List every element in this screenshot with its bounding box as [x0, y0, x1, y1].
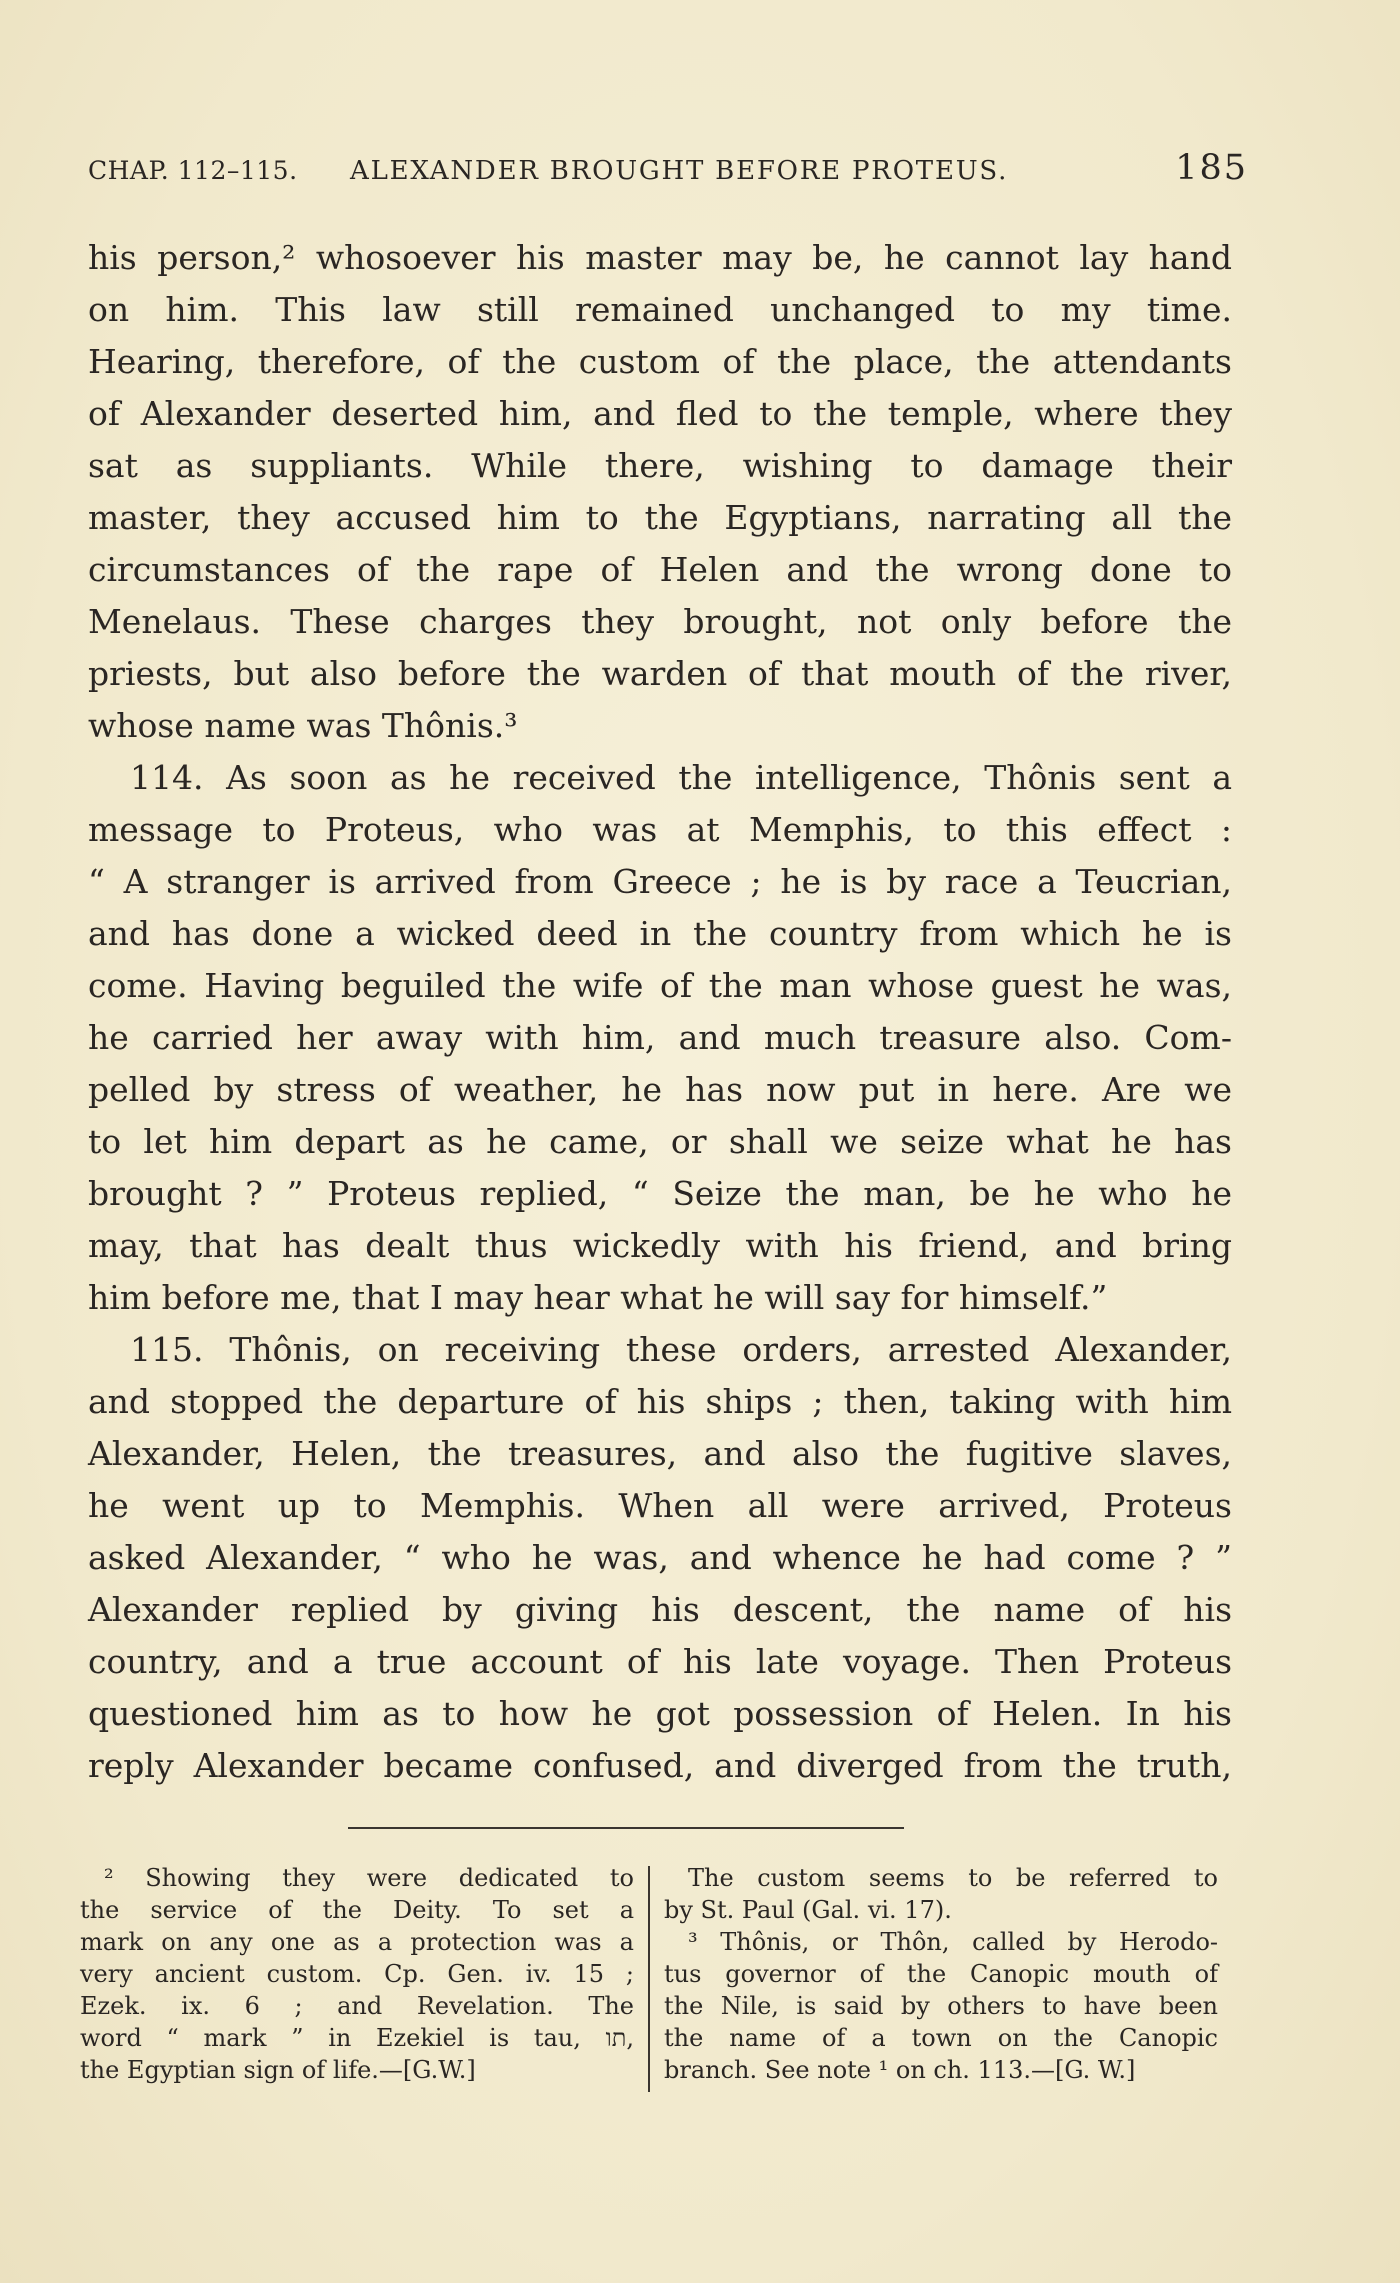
text-line: he went up to Memphis. When all were arrived, Proteus	[88, 1486, 1232, 1525]
text-line: questioned him as to how he got possession of Helen. In his	[88, 1694, 1232, 1733]
text-line: his person,² whosoever his master may be, he cannot lay hand	[88, 238, 1232, 277]
text-line: and stopped the departure of his ships ; then, taking with him	[88, 1382, 1232, 1421]
footnote-3-line: branch. See note ¹ on ch. 113.—[G. W.]	[664, 2056, 1136, 2084]
footnote-column-right	[664, 1862, 1218, 2086]
footnote-2-line: the service of the Deity. To set a	[80, 1896, 634, 1924]
text-line: whose name was Thônis.³	[88, 706, 518, 745]
footnote-2-line: Ezek. ix. 6 ; and Revelation. The	[80, 1992, 634, 2020]
footnote-3-line: the Nile, is said by others to have been	[664, 1992, 1218, 2020]
footnote-rule	[348, 1827, 904, 1829]
text-line: and has done a wicked deed in the country from which he is	[88, 914, 1232, 953]
text-line: of Alexander deserted him, and fled to the temple, where they	[88, 394, 1232, 433]
footnote-2-line: mark on any one as a protection was a	[80, 1928, 634, 1956]
text-line: Alexander replied by giving his descent, the name of his	[88, 1590, 1232, 1629]
text-line: brought ? ” Proteus replied, “ Seize the man, be he who he	[88, 1174, 1232, 1213]
text-line: master, they accused him to the Egyptians, narrating all the	[88, 498, 1232, 537]
text-line: to let him depart as he came, or shall we seize what he has	[88, 1122, 1232, 1161]
page-heading: ALEXANDER BROUGHT BEFORE PROTEUS.	[350, 156, 1009, 186]
body-text	[88, 232, 1232, 1792]
text-line: priests, but also before the warden of that mouth of the river,	[88, 654, 1232, 693]
text-line: may, that has dealt thus wickedly with his friend, and bring	[88, 1226, 1232, 1265]
footnote-3-line: the name of a town on the Canopic	[664, 2024, 1218, 2052]
text-line: country, and a true account of his late voyage. Then Proteus	[88, 1642, 1232, 1681]
section-115-start: 115. Thônis, on receiving these orders, arrested Alexander,	[130, 1330, 1232, 1369]
text-line: pelled by stress of weather, he has now put in here. Are we	[88, 1070, 1232, 1109]
footnote-2-line: very ancient custom. Cp. Gen. iv. 15 ;	[80, 1960, 634, 1988]
footnote-2-line: ² Showing they were dedicated to	[104, 1864, 634, 1892]
footnote-3-line: tus governor of the Canopic mouth of	[664, 1960, 1218, 1988]
text-line: Alexander, Helen, the treasures, and also the fugitive slaves,	[88, 1434, 1232, 1473]
footnotes	[80, 1862, 1240, 2102]
text-line: sat as suppliants. While there, wishing to damage their	[88, 446, 1232, 485]
running-head	[88, 148, 1248, 196]
text-line: come. Having beguiled the wife of the man whose guest he was,	[88, 966, 1232, 1005]
chapter-reference: CHAP. 112–115.	[88, 156, 298, 185]
page-number: 185	[1175, 148, 1248, 188]
text-line: circumstances of the rape of Helen and the wrong done to	[88, 550, 1232, 589]
text-line: him before me, that I may hear what he will say for himself.”	[88, 1278, 1108, 1317]
footnote-2-line: word “ mark ” in Ezekiel is tau, תו,	[80, 2024, 634, 2052]
text-line: on him. This law still remained unchanged to my time.	[88, 290, 1232, 329]
text-line: asked Alexander, “ who he was, and whence he had come ? ”	[88, 1538, 1232, 1577]
footnote-column-divider	[648, 1866, 650, 2092]
text-line: Menelaus. These charges they brought, not only before the	[88, 602, 1232, 641]
section-114-start: 114. As soon as he received the intelligence, Thônis sent a	[130, 758, 1232, 797]
text-line: Hearing, therefore, of the custom of the place, the attendants	[88, 342, 1232, 381]
text-line: reply Alexander became confused, and diverged from the truth,	[88, 1746, 1232, 1785]
footnote-3-line: ³ Thônis, or Thôn, called by Herodo-	[688, 1928, 1218, 1956]
text-line: message to Proteus, who was at Memphis, to this effect :	[88, 810, 1232, 849]
footnote-2-continuation-line: by St. Paul (Gal. vi. 17).	[664, 1896, 952, 1924]
text-line: he carried her away with him, and much treasure also. Com-	[88, 1018, 1232, 1057]
text-line: “ A stranger is arrived from Greece ; he is by race a Teucrian,	[88, 862, 1232, 901]
footnote-2-line: the Egyptian sign of life.—[G.W.]	[80, 2056, 476, 2084]
footnote-column-left	[80, 1862, 634, 2086]
footnote-2-continuation-line: The custom seems to be referred to	[688, 1864, 1218, 1892]
